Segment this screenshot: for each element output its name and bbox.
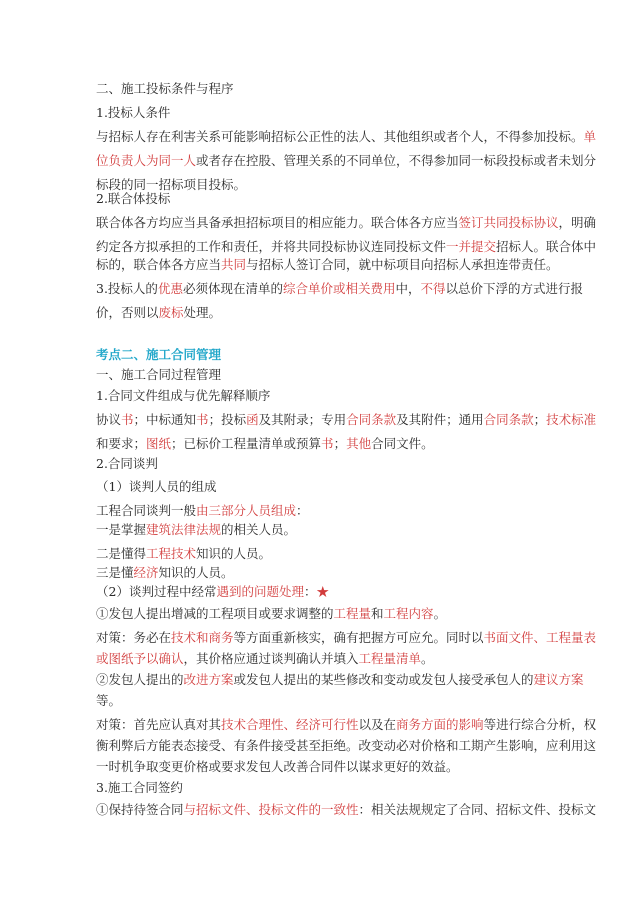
subheading-contract-order: 1.合同文件组成与优先解释顺序	[96, 388, 271, 403]
paragraph-line: 和要求；图纸；已标价工程量清单或预算书；其他合同文件。	[96, 436, 434, 451]
paragraph-line: 二是懂得工程技术知识的人员。	[96, 546, 272, 561]
paragraph-line: 衡利弊后方能表态接受、有条件接受甚至拒绝。改变动必对价格和工期产生影响，应利用这	[96, 738, 597, 753]
paragraph-line: 或图纸予以确认，其价格应通过谈判确认并填入工程量清单。	[96, 651, 434, 666]
paragraph-line: ②发包人提出的改进方案或发包人提出的某些修改和变动或发包人接受承包人的建议方案	[96, 672, 584, 687]
paragraph-line: 一时机争取变更价格或要求发包人改善合同件以谋求更好的效益。	[96, 759, 459, 774]
paragraph-line: （1）谈判人员的组成	[96, 479, 217, 494]
paragraph-line: ①保持待签合同与招标文件、投标文件的一致性：相关法规规定了合同、招标文件、投标文	[96, 802, 597, 817]
paragraph-line: 约定各方拟承担的工作和责任，并将共同投标协议连同投标文件一并提交招标人。联合体中	[96, 239, 597, 254]
subheading-bidder-conditions: 1.投标人条件	[96, 105, 171, 120]
paragraph-line: （2）谈判过程中经常遇到的问题处理：★	[96, 584, 330, 599]
paragraph-line: 协议书；中标通知书；投标函及其附录；专用合同条款及其附件；通用合同条款；技术标准	[96, 412, 597, 427]
star-icon: ★	[316, 584, 330, 599]
paragraph-line: 工程合同谈判一般由三部分人员组成：	[96, 503, 309, 518]
section-title-bidding-conditions: 二、施工投标条件与程序	[96, 81, 234, 96]
paragraph-line: 3.投标人的优惠必须体现在清单的综合单价或相关费用中，不得以总价下浮的方式进行报	[96, 281, 584, 296]
paragraph-line: 与招标人存在利害关系可能影响招标公正性的法人、其他组织或者个人，不得参加投标。单	[96, 129, 597, 144]
paragraph-line: 对策：务必在技术和商务等方面重新核实，确有把握方可应允。同时以书面文件、工程量表	[96, 630, 597, 645]
paragraph-line: 对策：首先应认真对其技术合理性、经济可行性以及在商务方面的影响等进行综合分析，权	[96, 717, 597, 732]
paragraph-line: 标的，联合体各方应当共同与招标人签订合同，就中标项目向招标人承担连带责任。	[96, 257, 559, 272]
paragraph-line: 联合体各方均应当具备承担招标项目的相应能力。联合体各方应当签订共同投标协议，明确	[96, 215, 597, 230]
subheading-negotiation: 2.合同谈判	[96, 456, 158, 471]
paragraph-line: 价，否则以废标处理。	[96, 305, 222, 320]
subheading-contract-process: 一、施工合同过程管理	[96, 367, 222, 382]
paragraph-line: 一是掌握建筑法律法规的相关人员。	[96, 522, 297, 537]
paragraph-line: ①发包人提出增减的工程项目或要求调整的工程量和工程内容。	[96, 606, 447, 621]
paragraph-line: 三是懂经济知识的人员。	[96, 565, 234, 580]
kaodian-heading: 考点二、施工合同管理	[96, 347, 222, 362]
subheading-consortium: 2.联合体投标	[96, 191, 171, 206]
paragraph-line: 等。	[96, 693, 122, 708]
subheading-signing: 3.施工合同签约	[96, 780, 183, 795]
paragraph-line: 标段的同一招标项目投标。	[96, 177, 247, 192]
paragraph-line: 位负责人为同一人或者存在控股、管理关系的不同单位，不得参加同一标段投标或者未划分	[96, 153, 597, 168]
